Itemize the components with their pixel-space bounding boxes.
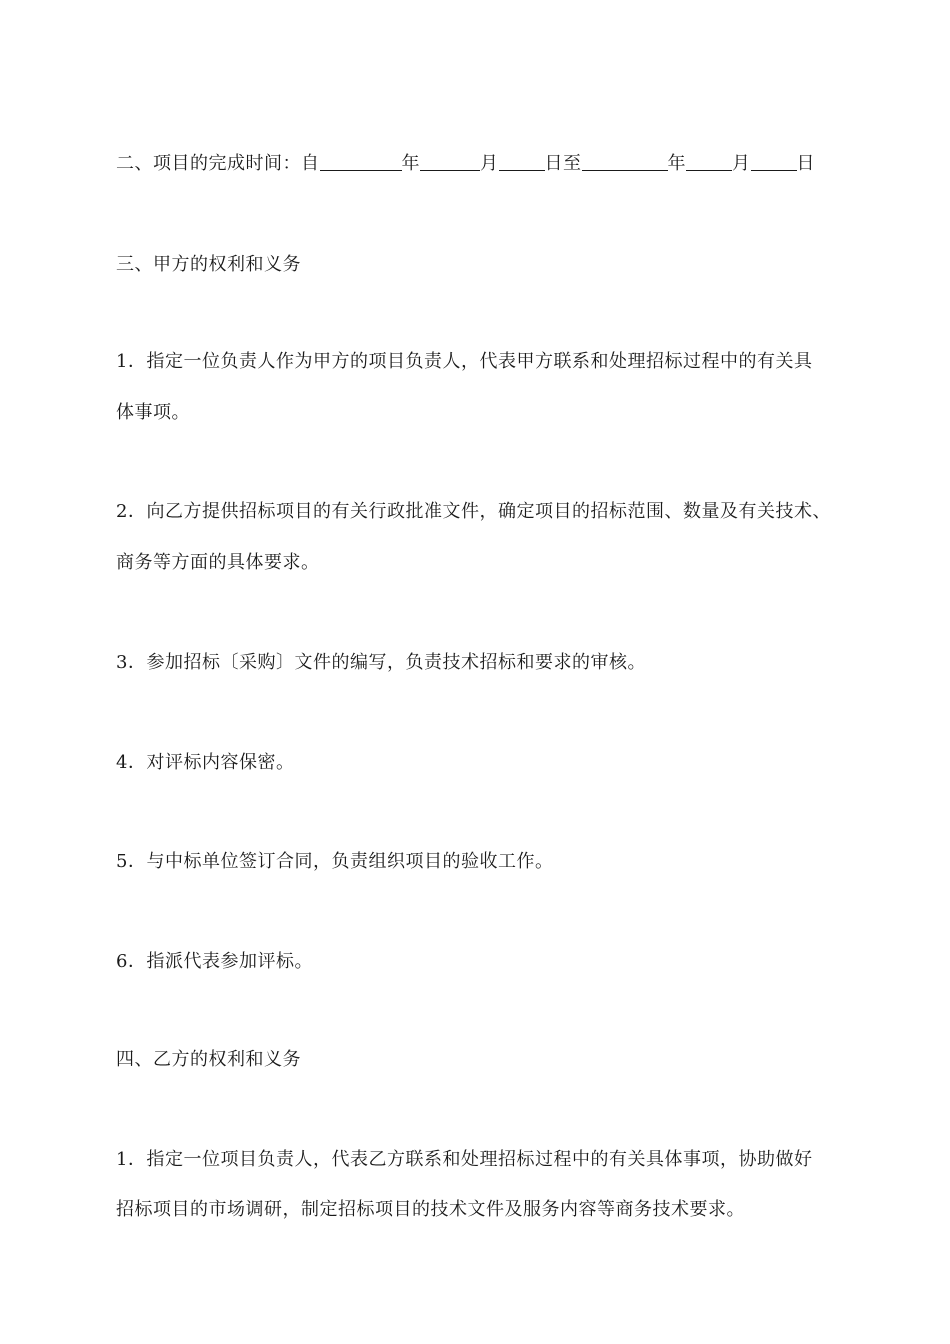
section3-item3: 3．参加招标〔采购〕文件的编写，负责技术招标和要求的审核。 — [116, 652, 646, 673]
start-year-blank[interactable] — [320, 152, 402, 171]
section3-item4: 4．对评标内容保密。 — [116, 752, 295, 773]
end-day-unit: 日 — [796, 153, 815, 174]
section4-item1-line2: 招标项目的市场调研，制定招标项目的技术文件及服务内容等商务技术要求。 — [116, 1199, 745, 1220]
section3-item6: 6．指派代表参加评标。 — [116, 951, 313, 972]
section3-item2-line2: 商务等方面的具体要求。 — [116, 552, 320, 573]
section3-item2-line1: 2．向乙方提供招标项目的有关行政批准文件，确定项目的招标范围、数量及有关技术、 — [116, 501, 831, 522]
end-year-unit: 年 — [667, 153, 686, 174]
end-year-blank[interactable] — [582, 152, 668, 171]
end-month-unit: 月 — [732, 153, 751, 174]
section4-item1-line1: 1．指定一位项目负责人，代表乙方联系和处理招标过程中的有关具体事项，协助做好 — [116, 1149, 813, 1170]
start-month-blank[interactable] — [420, 152, 480, 171]
start-month-unit: 月 — [480, 153, 499, 174]
end-day-blank[interactable] — [751, 152, 797, 171]
start-day-unit: 日至 — [544, 153, 582, 174]
section3-item1-line1: 1．指定一位负责人作为甲方的项目负责人，代表甲方联系和处理招标过程中的有关具 — [116, 351, 813, 372]
section3-heading: 三、甲方的权利和义务 — [116, 254, 301, 275]
completion-time-line — [116, 152, 815, 176]
section4-heading: 四、乙方的权利和义务 — [116, 1049, 301, 1070]
start-day-blank[interactable] — [499, 152, 545, 171]
section3-item1-line2: 体事项。 — [116, 402, 190, 423]
end-month-blank[interactable] — [686, 152, 732, 171]
start-year-unit: 年 — [401, 153, 420, 174]
section3-item5: 5．与中标单位签订合同，负责组织项目的验收工作。 — [116, 851, 554, 872]
completion-time-label: 二、项目的完成时间：自 — [116, 153, 320, 174]
